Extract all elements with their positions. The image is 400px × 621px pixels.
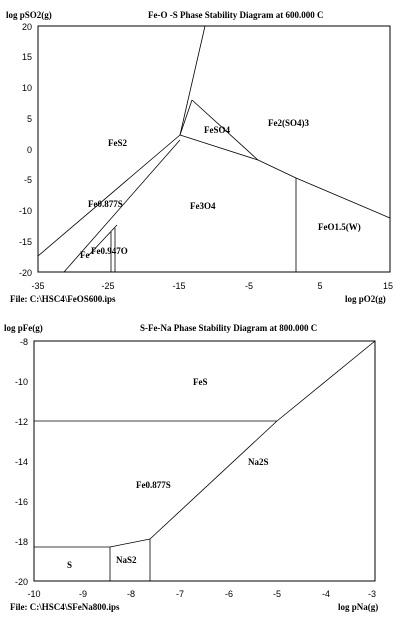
d1-region-label: Fe0.947O (91, 246, 128, 256)
d1-y-ticks (19, 22, 32, 278)
d1-xtick: -15 (172, 281, 186, 291)
d1-ytick: 15 (21, 52, 32, 62)
d2-title: S-Fe-Na Phase Stability Diagram at 800.000 C (140, 323, 318, 333)
d2-ytick: -14 (14, 457, 28, 467)
d2-ytick: -20 (14, 577, 28, 587)
d1-ytick: 20 (21, 22, 32, 32)
d2-xtick: -8 (126, 589, 136, 599)
d1-ytick: -20 (18, 268, 32, 278)
d2-xtick: -10 (27, 589, 41, 599)
d2-region-labels (67, 377, 269, 570)
d2-ytick: -18 (14, 537, 28, 547)
d1-region-label: FeO1.5(W) (318, 222, 361, 232)
d2-region-label: S (67, 560, 73, 570)
d1-x-ticks (31, 281, 393, 291)
d1-region-label: Fe0.877S (88, 199, 123, 209)
d1-ytick: 10 (21, 83, 32, 93)
d2-ylabel: log pFe(g) (4, 323, 43, 333)
d2-file-label: File: C:\HSC4\SFeNa800.ips (10, 602, 120, 612)
d1-ytick: -5 (23, 175, 32, 185)
d2-region-label: NaS2 (116, 555, 137, 565)
d2-x-ticks (27, 589, 376, 599)
d2-region-label: FeS (193, 377, 208, 387)
d1-xtick: -5 (244, 281, 254, 291)
d1-boundary (180, 26, 205, 135)
d1-boundary (258, 160, 296, 178)
d1-xtick: -35 (31, 281, 45, 291)
d2-xtick: -3 (367, 589, 377, 599)
d2-xtick: -5 (272, 589, 282, 599)
d1-boundary (180, 100, 192, 135)
d1-xtick: -25 (101, 281, 115, 291)
d1-ytick: -15 (18, 237, 32, 247)
d2-ytick: -12 (14, 417, 28, 427)
d1-boundary (180, 135, 258, 160)
d2-region-label: Fe0.877S (136, 480, 171, 490)
d2-boundary (277, 341, 375, 421)
d1-region-label: Fe (80, 250, 90, 260)
d1-ytick: 5 (26, 114, 32, 124)
d2-xtick: -9 (78, 589, 88, 599)
d1-region-label: Fe2(SO4)3 (268, 118, 309, 128)
d1-xtick: 15 (382, 281, 394, 291)
d2-region-label: Na2S (248, 457, 269, 467)
d2-xtick: -6 (224, 589, 234, 599)
d2-ytick: -16 (14, 497, 28, 507)
d1-xlabel: log pO2(g) (345, 294, 386, 304)
d2-ytick: -10 (14, 377, 28, 387)
diagram-2 (4, 323, 378, 612)
d2-xlabel: log pNa(g) (338, 602, 379, 612)
d1-region-labels (80, 118, 361, 260)
d1-region-label: FeS2 (108, 138, 127, 148)
d2-ytick: -8 (19, 337, 28, 347)
d2-boundary (110, 539, 150, 547)
d2-y-ticks (15, 337, 28, 587)
d1-title: Fe-O -S Phase Stability Diagram at 600.000 C (148, 10, 324, 20)
d1-file-label: File: C:\HSC4\FeOS600.ips (10, 294, 116, 304)
d1-xtick: 5 (317, 281, 323, 291)
d2-xtick: -4 (321, 589, 331, 599)
d1-ylabel: log pSO2(g) (6, 10, 52, 20)
d1-plot-frame (38, 26, 390, 272)
d1-boundary (38, 135, 180, 256)
d1-boundary (296, 178, 390, 218)
d1-ytick: 0 (26, 145, 32, 155)
d1-region-label: FeSO4 (204, 125, 230, 135)
d2-xtick: -7 (175, 589, 185, 599)
d1-region-label: Fe3O4 (190, 201, 216, 211)
d1-ytick: -10 (18, 206, 32, 216)
diagram-1 (6, 10, 393, 304)
d1-boundaries (38, 26, 390, 272)
